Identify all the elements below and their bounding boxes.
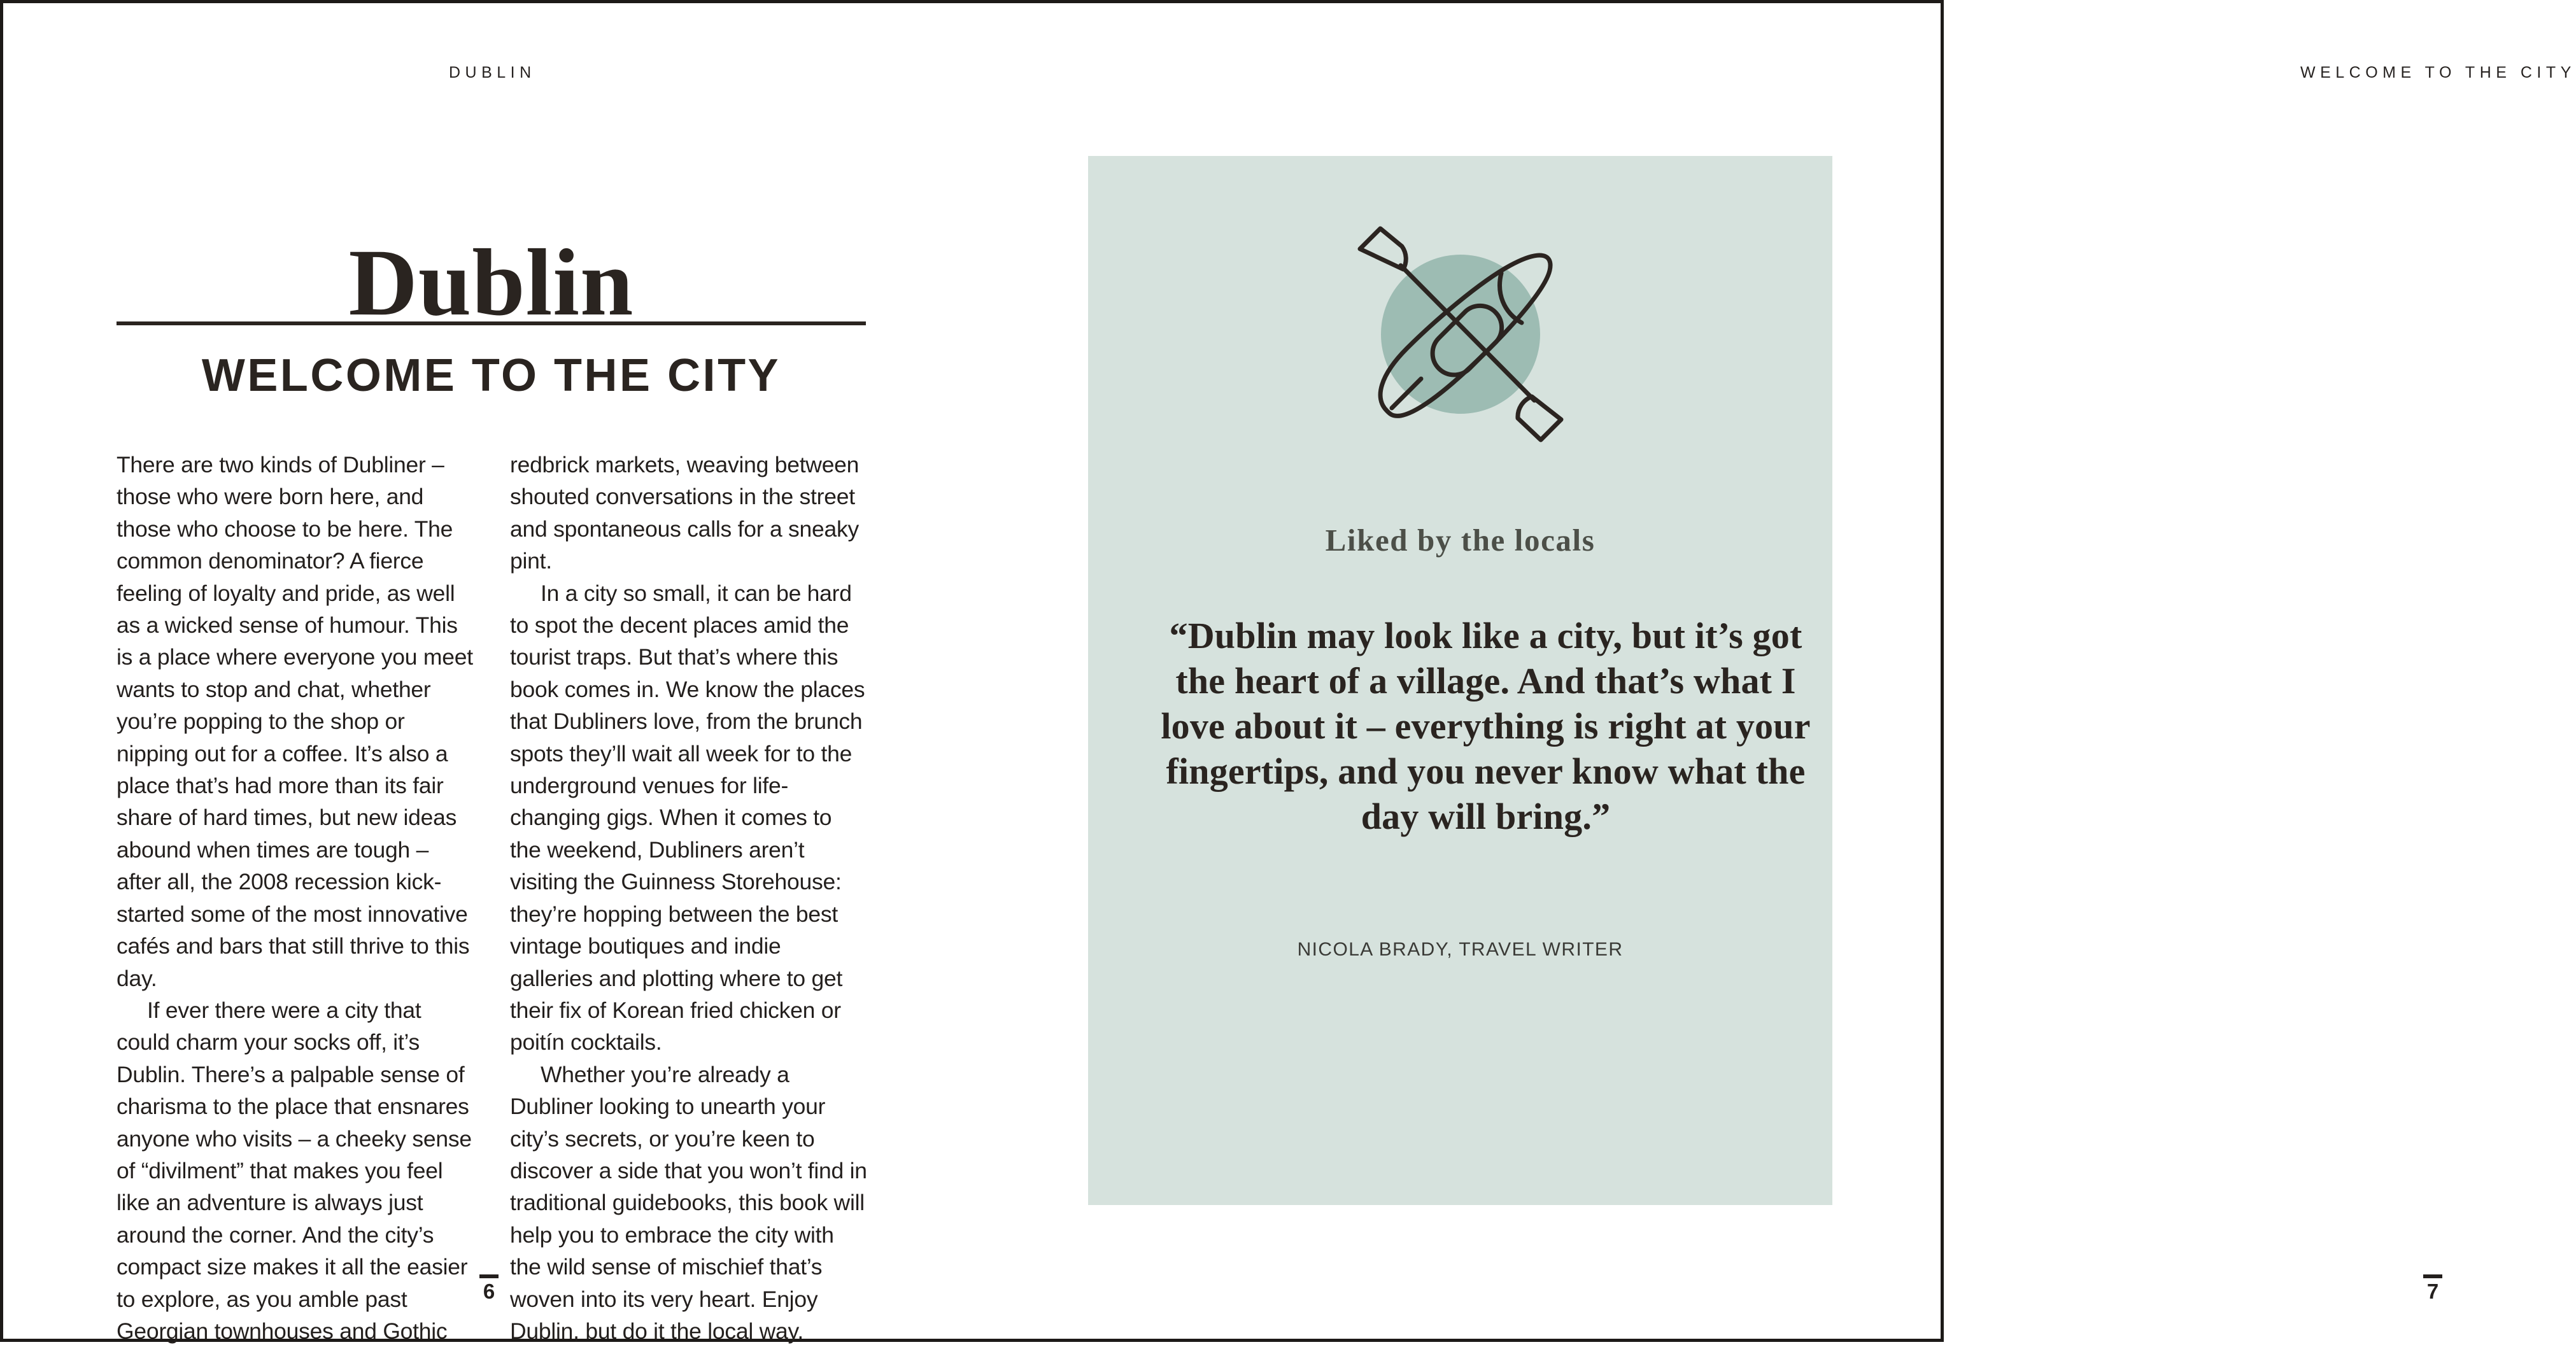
body-columns bbox=[117, 449, 868, 1347]
body-paragraph: Whether you’re already a Dubliner looking to unearth your city’s secrets, or you’re keen to discover a side that you won’t find in traditional guidebooks, this book will help you to embrace the city with the wild sense of mischief that’s woven into its very heart. Enjoy Dublin, but do it the local way. bbox=[510, 1061, 867, 1344]
running-head-right: WELCOME TO THE CITY bbox=[2300, 64, 2576, 81]
body-column-1 bbox=[117, 449, 474, 1347]
body-paragraph: In a city so small, it can be hard to spot the decent places amid the tourist traps. But that’s where this book comes in. We know the places that Dubliners love, from the brunch spots they’ll wait all week for to the underground venues for life-changing gigs. When it comes to the weekend, Dubliners aren’t visiting the Guinness Storehouse: they’re hopping between the best vintage boutiques and indie galleries and plotting where to get their fix of Korean fried chicken or poitín cocktails. bbox=[510, 580, 865, 1055]
folio-number: 7 bbox=[2426, 1280, 2439, 1303]
running-head-left: DUBLIN bbox=[449, 64, 536, 81]
folio-right bbox=[2410, 1274, 2455, 1302]
left-page bbox=[3, 3, 975, 1345]
masthead bbox=[117, 230, 866, 402]
body-paragraph: redbrick markets, weaving between shouted conversations in the street and spontaneous calls for a sneaky pint. bbox=[510, 452, 860, 574]
folio-rule bbox=[479, 1274, 499, 1278]
page-title: Dublin bbox=[348, 230, 634, 335]
folio-number: 6 bbox=[483, 1280, 495, 1303]
body-paragraph: If ever there were a city that could charm your socks off, it’s Dublin. There’s a palpable sense of charisma to the place that ensnares anyone who visits – a cheeky sense of “divilment” that makes you feel like an adventure is always just around the corner. And the city’s compact size makes it all the easier to explore, as you amble past Georgian townhouses and Gothic bbox=[117, 997, 472, 1344]
liked-by-locals-panel bbox=[1088, 156, 1832, 1205]
body-column-2 bbox=[510, 449, 868, 1347]
page-subtitle: WELCOME TO THE CITY bbox=[201, 349, 781, 401]
right-page bbox=[975, 3, 2576, 1345]
folio-rule bbox=[2423, 1274, 2442, 1278]
pull-quote: “Dublin may look like a city, but it’s got the heart of a village. And that’s what I love about it – everything is right at your fingertips, and you never know what the day will bring.” bbox=[1161, 615, 1811, 837]
liked-by-locals-heading: Liked by the locals bbox=[1325, 523, 1596, 558]
kayak-with-paddle-icon bbox=[1346, 226, 1575, 442]
folio-left bbox=[467, 1274, 511, 1302]
quote-attribution: NICOLA BRADY, TRAVEL WRITER bbox=[1297, 939, 1624, 960]
body-paragraph: There are two kinds of Dubliner – those who were born here, and those who choose to be here. The common denominator? A fierce feeling of loyalty and pride, as well as a wicked sense of humour. This is a place where everyone you meet wants to stop and chat, whether you’re popping to the shop or nipping out for a coffee. It’s also a place that’s had more than its fair share of hard times, but new ideas abound when times are tough – after all, the 2008 recession kick-started some of the most innovative cafés and bars that still thrive to this day. bbox=[117, 452, 473, 991]
